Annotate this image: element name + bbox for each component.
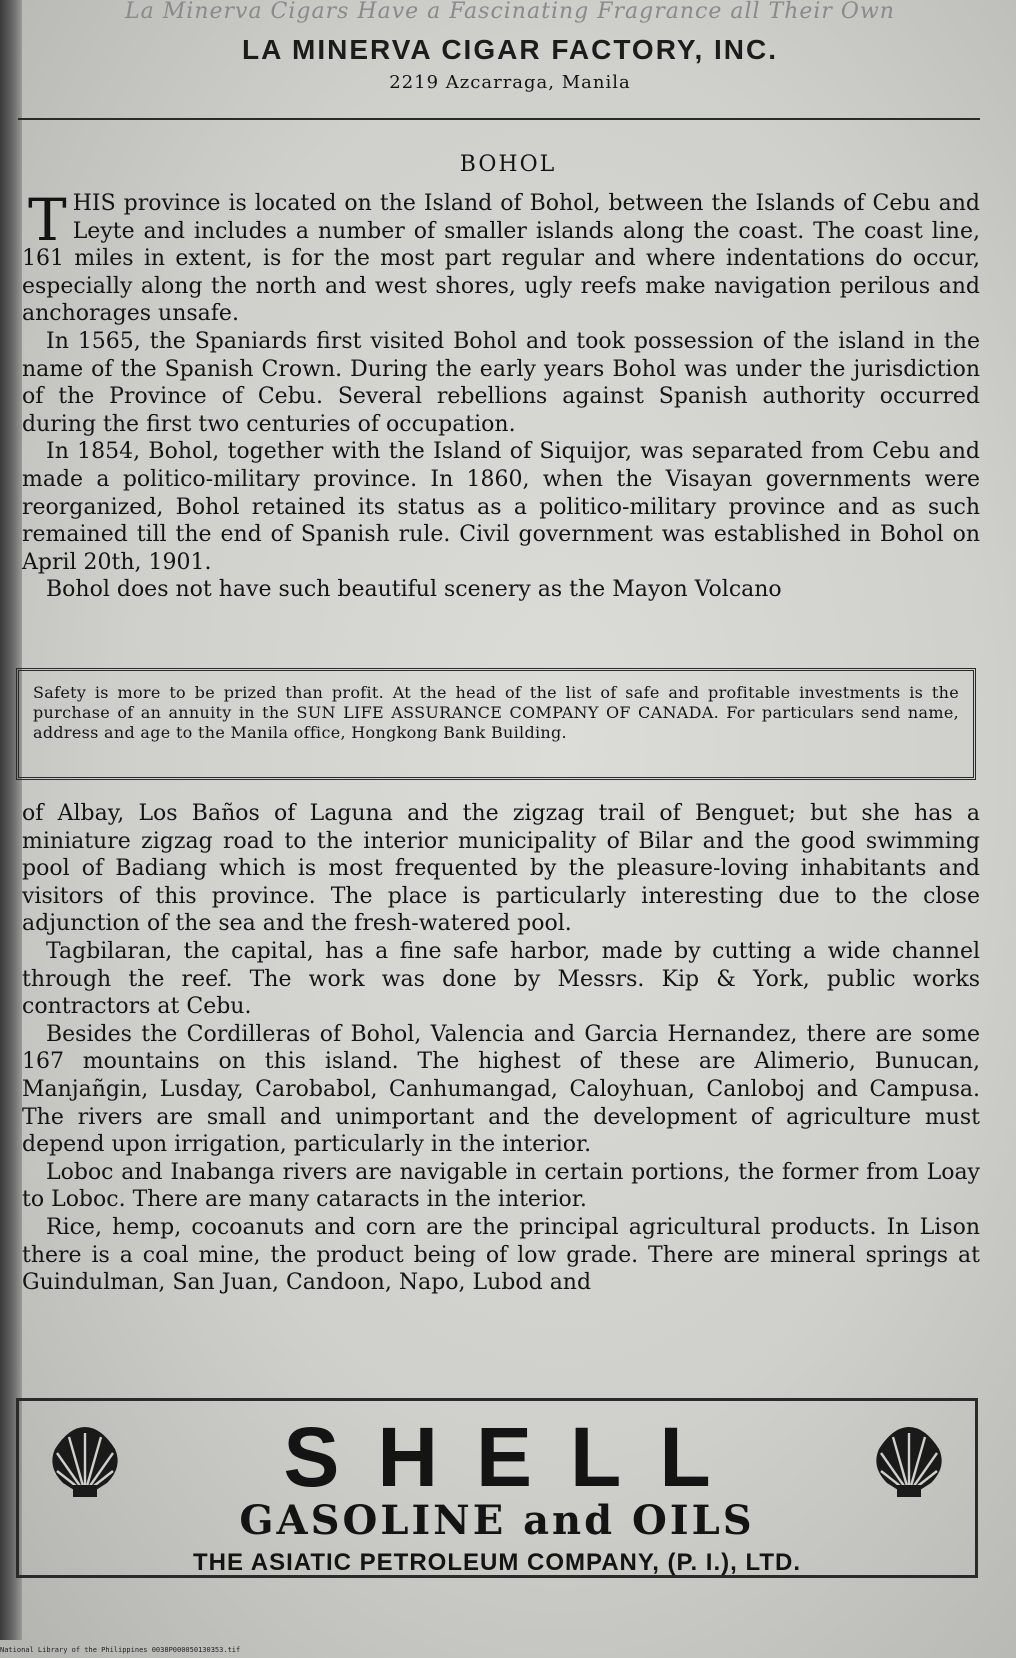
paragraph-6: Besides the Cordilleras of Bohol, Valencia and Garcia Hernandez, there are some 167 mountains on this island. The highest of these are Alimerio, Bunucan, Manjañgin, Lusday, Carobabol, Canhumangad, Caloyhuan, Canloboj and Campusa. The rivers are small and unimportant and the development of agriculture must depend upon irrigation, particularly in the interior. (22, 1021, 980, 1158)
book-spine (0, 0, 22, 1640)
shell-product-line: GASOLINE and OILS (239, 1497, 755, 1544)
article-text-top (22, 186, 980, 604)
header-divider (18, 118, 980, 120)
paragraph-8: Rice, hemp, cocoanuts and corn are the principal agricultural products. In Lison there is a coal mine, the product being of low grade. There are mineral springs at Guindulman, San Juan, Candoon, Napo, Lubod and (22, 1214, 980, 1296)
paragraph-5: Tagbilaran, the capital, has a fine safe harbor, made by cutting a wide channel through the reef. The work was done by Messrs. Kip & York, public works contractors at Cebu. (22, 938, 980, 1020)
drop-cap: T (28, 186, 67, 254)
sun-life-ad-text: Safety is more to be prized than profit. At the head of the list of safe and profitable investments is the purchase of an annuity in the SUN LIFE ASSURANCE COMPANY OF CANADA. For particulars send name, address and age to the Manila office, Hongkong Bank Building. (33, 683, 959, 742)
paragraph-4-start: Bohol does not have such beautiful scenery as the Mayon Volcano (46, 577, 782, 603)
shell-company-name: THE ASIATIC PETROLEUM COMPANY, (P. I.), LTD. (192, 1549, 801, 1576)
cigar-ad-header (60, 0, 960, 93)
paragraph-4-continued: of Albay, Los Baños of Laguna and the zigzag trail of Benguet; but she has a miniature zigzag road to the interior municipality of Bilar and the good swimming pool of Badiang which is most frequented by the pleasure-loving inhabitants and visitors of this province. The place is particularly interesting due to the close adjunction of the sea and the fresh-watered pool. (22, 801, 980, 937)
paragraph-3: In 1854, Bohol, together with the Island of Siquijor, was separated from Cebu and made a politico-military province. In 1860, when the Visayan governments were reorganized, Bohol retained its status as a politico-military province and as such remained till the end of Spanish rule. Civil government was established in Bohol on April 20th, 1901. (22, 439, 980, 575)
cigar-tagline: La Minerva Cigars Have a Fascinating Fragrance all Their Own (125, 0, 895, 24)
paragraph-1-text: HIS province is located on the Island of Bohol, between the Islands of Cebu and Leyte and includes a number of smaller islands along the coast. The coast line, 161 miles in extent, is for the most part regular and where indentations do occur, especially along the north and west shores, ugly reefs make navigation perilous and anchorages unsafe. (22, 191, 980, 327)
article-text-bottom (22, 800, 980, 1297)
scan-footer: National Library of the Philippines 0038P000050130353.tif (0, 1646, 241, 1654)
paragraph-1 (22, 186, 980, 328)
shell-ad-box (16, 1398, 978, 1578)
article-title: BOHOL (459, 152, 557, 177)
paragraph-7: Loboc and Inabanga rivers are navigable in certain portions, the former from Loay to Loboc. There are many cataracts in the interior. (22, 1159, 980, 1213)
cigar-company-name: LA MINERVA CIGAR FACTORY, INC. (241, 34, 779, 65)
shell-logo-icon-left (43, 1423, 127, 1503)
shell-brand: SHELL (283, 1410, 749, 1504)
shell-logo-icon-right (867, 1423, 951, 1503)
paragraph-2: In 1565, the Spaniards first visited Bohol and took possession of the island in the name of the Spanish Crown. During the early years Bohol was under the jurisdiction of the Province of Cebu. Several rebellions against Spanish authority occurred during the first two centuries of occupation. (22, 328, 980, 437)
sun-life-ad-box (16, 668, 976, 780)
cigar-company-address: 2219 Azcarraga, Manila (389, 72, 631, 93)
